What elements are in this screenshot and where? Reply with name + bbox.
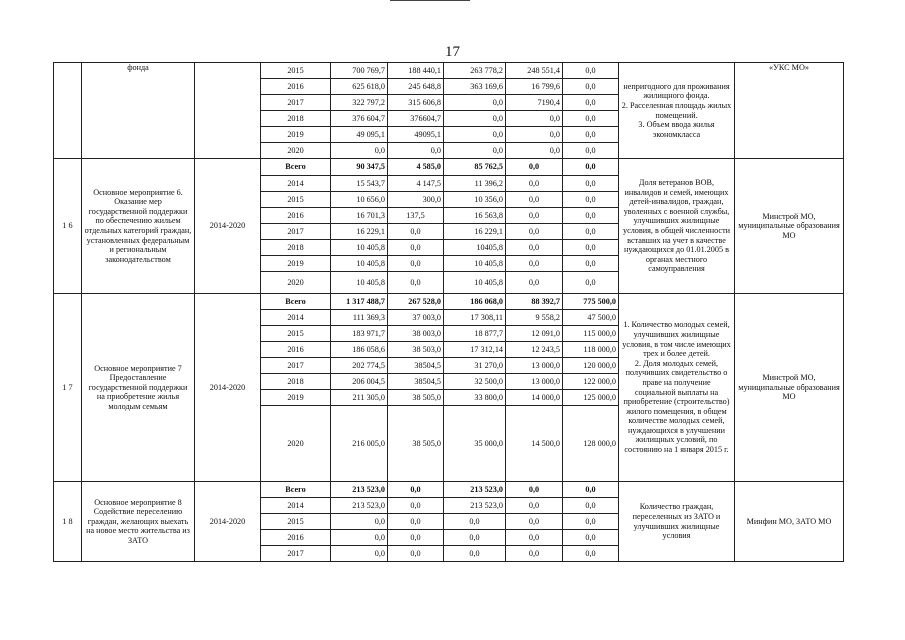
indicator-cell: Доля ветеранов ВОВ, инвалидов и семей, имеющих детей-инвалидов, граждан, уволенных с военной службы, улучшивших жилищные условия, в общей численности вставших на учет в качестве нуждающихся до 01.01.2005 в органах местного самоуправления: [619, 159, 735, 294]
amount-cell: 213 523,0: [444, 482, 506, 498]
total-cell: 0,0: [331, 546, 388, 562]
amount-cell: 0,0: [388, 240, 444, 256]
amount-cell: 0,0: [444, 514, 506, 530]
activity-name: фонда: [82, 63, 195, 159]
total-cell: 0,0: [331, 530, 388, 546]
amount-cell: 17 308,11: [444, 310, 506, 326]
amount-cell: 7190,4: [506, 95, 563, 111]
amount-cell: 115 000,0: [563, 326, 619, 342]
amount-cell: 31 270,0: [444, 358, 506, 374]
total-cell: 1 317 488,7: [331, 294, 388, 310]
amount-cell: 0,0: [388, 272, 444, 294]
year-cell: 2014: [261, 310, 331, 326]
amount-cell: 35 000,0: [444, 406, 506, 482]
amount-cell: 0,0: [506, 272, 563, 294]
amount-cell: 0,0: [563, 240, 619, 256]
amount-cell: 14 500,0: [506, 406, 563, 482]
total-cell: 211 305,0: [331, 390, 388, 406]
period-cell: [195, 63, 261, 159]
indicator-cell: Количество граждан, переселенных из ЗАТО и улучшивших жилищные условия: [619, 482, 735, 562]
period-cell: 2014-2020: [195, 294, 261, 482]
year-cell: 2020: [261, 406, 331, 482]
indicator-cell: 1. Количество молодых семей, улучшивших жилищные условия, в том числе имеющих трех и более детей. 2. Доля молодых семей, получивших свидетельство о праве на получение социальной выплаты на приобретение (строительство) жилого помещения, в общем количестве молодых семей, нуждающихся в улучшении жилищных условий, по состоянию на 1 января 2015 г.: [619, 294, 735, 482]
amount-cell: 0,0: [444, 546, 506, 562]
amount-cell: 0,0: [444, 127, 506, 143]
amount-cell: 85 762,5: [444, 159, 506, 176]
executor-cell: Минстрой МО, муниципальные образования МО: [735, 159, 844, 294]
amount-cell: 0,0: [563, 546, 619, 562]
row-index-cell: 1 8: [54, 482, 82, 562]
year-cell: 2015: [261, 514, 331, 530]
amount-cell: 38504,5: [388, 358, 444, 374]
year-cell: 2016: [261, 79, 331, 95]
executor-cell: «УКС МО»: [735, 63, 844, 159]
year-cell: 2018: [261, 240, 331, 256]
total-cell: 16 701,3: [331, 208, 388, 224]
amount-cell: 0,0: [563, 192, 619, 208]
total-cell: 625 618,0: [331, 79, 388, 95]
amount-cell: 267 528,0: [388, 294, 444, 310]
executor-cell: Минфин МО, ЗАТО МО: [735, 482, 844, 562]
amount-cell: 12 091,0: [506, 326, 563, 342]
amount-cell: 16 563,8: [444, 208, 506, 224]
period-cell: 2014-2020: [195, 159, 261, 294]
amount-cell: 0,0: [563, 79, 619, 95]
amount-cell: 186 068,0: [444, 294, 506, 310]
total-cell: 183 971,7: [331, 326, 388, 342]
amount-cell: 0,0: [506, 530, 563, 546]
year-cell: 2016: [261, 208, 331, 224]
amount-cell: 775 500,0: [563, 294, 619, 310]
year-cell: 2015: [261, 326, 331, 342]
amount-cell: 263 778,2: [444, 63, 506, 79]
year-cell: 2018: [261, 111, 331, 127]
amount-cell: 0,0: [563, 176, 619, 192]
amount-cell: 38 003,0: [388, 326, 444, 342]
period-cell: 2014-2020: [195, 482, 261, 562]
amount-cell: 10 405,8: [444, 256, 506, 272]
amount-cell: 0,0: [506, 256, 563, 272]
amount-cell: 0,0: [444, 143, 506, 159]
amount-cell: 38 503,0: [388, 342, 444, 358]
amount-cell: 4 585,0: [388, 159, 444, 176]
total-cell: 206 004,5: [331, 374, 388, 390]
amount-cell: 315 606,8: [388, 95, 444, 111]
year-cell: 2020: [261, 272, 331, 294]
amount-cell: 0,0: [563, 111, 619, 127]
amount-cell: 0,0: [563, 224, 619, 240]
year-cell: 2017: [261, 224, 331, 240]
total-cell: 216 005,0: [331, 406, 388, 482]
amount-cell: 0,0: [563, 95, 619, 111]
amount-cell: 0,0: [388, 224, 444, 240]
amount-cell: 0,0: [563, 208, 619, 224]
amount-cell: 47 500,0: [563, 310, 619, 326]
amount-cell: 213 523,0: [444, 498, 506, 514]
amount-cell: 0,0: [388, 143, 444, 159]
amount-cell: 0,0: [506, 224, 563, 240]
amount-cell: 38 505,0: [388, 406, 444, 482]
amount-cell: 363 169,6: [444, 79, 506, 95]
total-cell: 0,0: [331, 514, 388, 530]
amount-cell: 49095,1: [388, 127, 444, 143]
year-cell: Всего: [261, 294, 331, 310]
total-cell: 213 523,0: [331, 482, 388, 498]
total-cell: 322 797,2: [331, 95, 388, 111]
year-cell: 2017: [261, 95, 331, 111]
amount-cell: 10405,8: [444, 240, 506, 256]
amount-cell: 0,0: [563, 143, 619, 159]
amount-cell: 0,0: [563, 514, 619, 530]
amount-cell: 0,0: [506, 240, 563, 256]
amount-cell: 0,0: [563, 256, 619, 272]
amount-cell: 0,0: [563, 482, 619, 498]
year-cell: 2017: [261, 358, 331, 374]
page-number: 17: [445, 44, 460, 60]
amount-cell: 33 800,0: [444, 390, 506, 406]
amount-cell: 0,0: [444, 111, 506, 127]
year-cell: 2019: [261, 256, 331, 272]
amount-cell: 0,0: [506, 111, 563, 127]
total-cell: 10 405,8: [331, 256, 388, 272]
amount-cell: 245 648,8: [388, 79, 444, 95]
amount-cell: 13 000,0: [506, 358, 563, 374]
year-cell: Всего: [261, 159, 331, 176]
amount-cell: 0,0: [506, 208, 563, 224]
year-cell: 2016: [261, 342, 331, 358]
activity-name: Основное мероприятие 6. Оказание мер государственной поддержки по обеспечению жильем отдельных категорий граждан, установленных федеральным и региональным законодательством: [82, 159, 195, 294]
program-table: [53, 62, 844, 562]
amount-cell: 16 799,6: [506, 79, 563, 95]
year-cell: 2020: [261, 143, 331, 159]
amount-cell: 10 405,8: [444, 272, 506, 294]
total-cell: 111 369,3: [331, 310, 388, 326]
total-cell: 10 656,0: [331, 192, 388, 208]
amount-cell: 38504,5: [388, 374, 444, 390]
amount-cell: 122 000,0: [563, 374, 619, 390]
indicator-cell: непригодного для проживания жилищного фонда. 2. Расселенная площадь жилых помещений. 3. Объем ввода жилья экономкласса: [619, 63, 735, 159]
amount-cell: 0,0: [506, 192, 563, 208]
amount-cell: 17 312,14: [444, 342, 506, 358]
amount-cell: 376604,7: [388, 111, 444, 127]
amount-cell: 11 396,2: [444, 176, 506, 192]
amount-cell: 120 000,0: [563, 358, 619, 374]
row-index-cell: 1 6: [54, 159, 82, 294]
amount-cell: 248 551,4: [506, 63, 563, 79]
total-cell: 700 769,7: [331, 63, 388, 79]
amount-cell: 0,0: [388, 498, 444, 514]
total-cell: 10 405,8: [331, 272, 388, 294]
activity-name: Основное мероприятие 7 Предоставление государственной поддержки на приобретение жилья молодым семьям: [82, 294, 195, 482]
amount-cell: 0,0: [563, 127, 619, 143]
row-index-cell: [54, 63, 82, 159]
amount-cell: 0,0: [388, 530, 444, 546]
amount-cell: 137,5: [388, 208, 444, 224]
total-cell: 16 229,1: [331, 224, 388, 240]
total-cell: 49 095,1: [331, 127, 388, 143]
amount-cell: 10 356,0: [444, 192, 506, 208]
total-cell: 10 405,8: [331, 240, 388, 256]
amount-cell: 0,0: [563, 498, 619, 514]
amount-cell: 0,0: [563, 272, 619, 294]
amount-cell: 0,0: [506, 127, 563, 143]
amount-cell: 300,0: [388, 192, 444, 208]
amount-cell: 118 000,0: [563, 342, 619, 358]
amount-cell: 0,0: [506, 159, 563, 176]
total-cell: 90 347,5: [331, 159, 388, 176]
amount-cell: 0,0: [563, 63, 619, 79]
amount-cell: 37 003,0: [388, 310, 444, 326]
amount-cell: 0,0: [444, 530, 506, 546]
activity-name: Основное мероприятие 8 Содействие переселению граждан, желающих выехать на новое место жительства из ЗАТО: [82, 482, 195, 562]
year-cell: 2017: [261, 546, 331, 562]
amount-cell: 38 505,0: [388, 390, 444, 406]
amount-cell: 0,0: [506, 514, 563, 530]
amount-cell: 9 558,2: [506, 310, 563, 326]
amount-cell: 0,0: [444, 95, 506, 111]
executor-cell: Минстрой МО, муниципальные образования МО: [735, 294, 844, 482]
amount-cell: 0,0: [506, 143, 563, 159]
year-cell: 2018: [261, 374, 331, 390]
year-cell: 2019: [261, 390, 331, 406]
amount-cell: 16 229,1: [444, 224, 506, 240]
amount-cell: 0,0: [388, 256, 444, 272]
amount-cell: 0,0: [506, 498, 563, 514]
total-cell: 213 523,0: [331, 498, 388, 514]
amount-cell: 0,0: [388, 546, 444, 562]
row-index-cell: 1 7: [54, 294, 82, 482]
amount-cell: 13 000,0: [506, 374, 563, 390]
amount-cell: 14 000,0: [506, 390, 563, 406]
amount-cell: 4 147,5: [388, 176, 444, 192]
amount-cell: 125 000,0: [563, 390, 619, 406]
amount-cell: 18 877,7: [444, 326, 506, 342]
amount-cell: 88 392,7: [506, 294, 563, 310]
amount-cell: 0,0: [563, 530, 619, 546]
top-edge-mark: [390, 0, 470, 5]
total-cell: 0,0: [331, 143, 388, 159]
amount-cell: 0,0: [506, 546, 563, 562]
total-cell: 186 058,6: [331, 342, 388, 358]
year-cell: 2019: [261, 127, 331, 143]
amount-cell: 0,0: [506, 176, 563, 192]
amount-cell: 12 243,5: [506, 342, 563, 358]
amount-cell: 32 500,0: [444, 374, 506, 390]
year-cell: Всего: [261, 482, 331, 498]
year-cell: 2015: [261, 63, 331, 79]
total-cell: 202 774,5: [331, 358, 388, 374]
amount-cell: 0,0: [506, 482, 563, 498]
amount-cell: 0,0: [388, 482, 444, 498]
amount-cell: 128 000,0: [563, 406, 619, 482]
year-cell: 2015: [261, 192, 331, 208]
year-cell: 2014: [261, 498, 331, 514]
total-cell: 376 604,7: [331, 111, 388, 127]
amount-cell: 0,0: [388, 514, 444, 530]
amount-cell: 188 440,1: [388, 63, 444, 79]
year-cell: 2014: [261, 176, 331, 192]
total-cell: 15 543,7: [331, 176, 388, 192]
year-cell: 2016: [261, 530, 331, 546]
amount-cell: 0,0: [563, 159, 619, 176]
